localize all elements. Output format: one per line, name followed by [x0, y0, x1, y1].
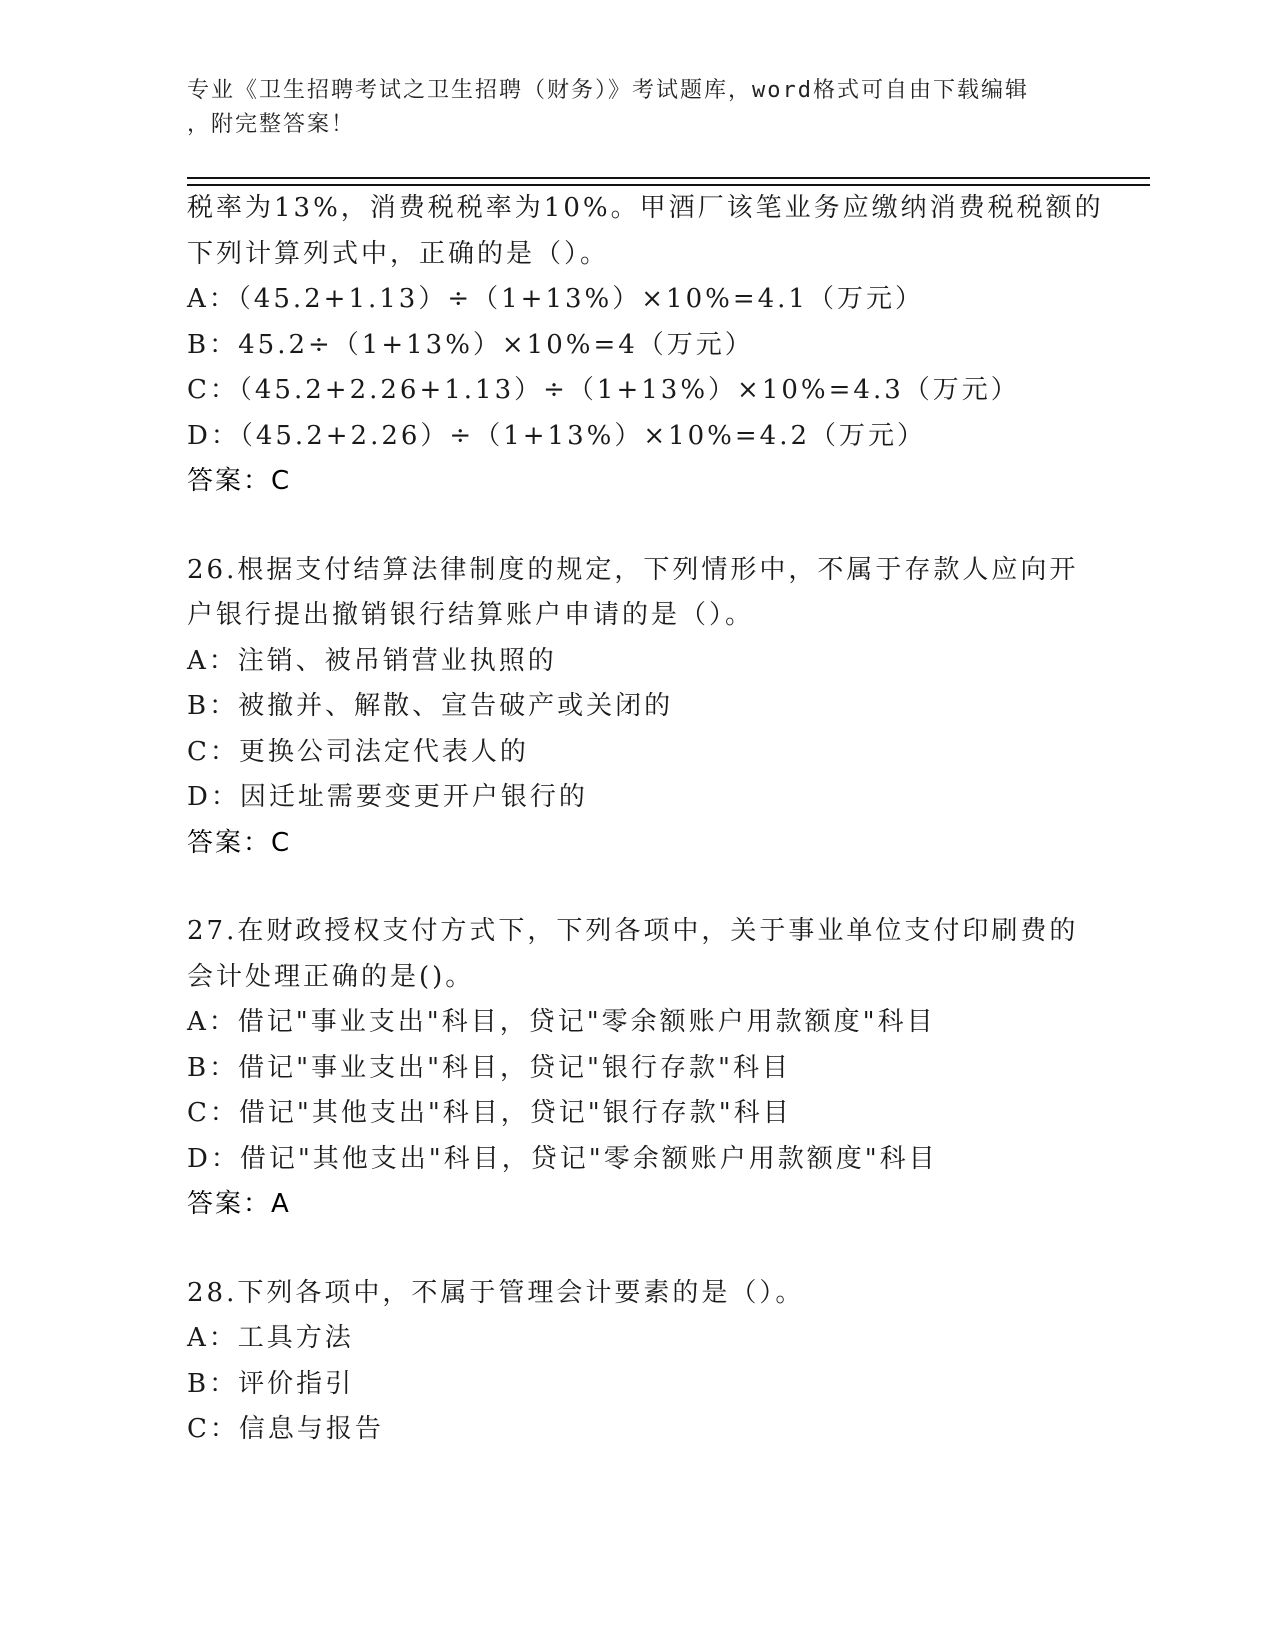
option-b: B：借记"事业支出"科目，贷记"银行存款"科目 — [187, 1052, 791, 1083]
question-stem-line: 税率为13%，消费税税率为10%。甲酒厂该笔业务应缴纳消费税税额的 — [187, 193, 1104, 223]
question-stem-line: 下列计算列式中，正确的是（）。 — [187, 238, 610, 269]
option-a: A：借记"事业支出"科目，贷记"零余额账户用款额度"科目 — [187, 1007, 936, 1037]
header-line-1: 专业《卫生招聘考试之卫生招聘（财务）》考试题库，word格式可自由下载编辑 — [187, 78, 1029, 103]
question-block-25 — [187, 186, 1104, 505]
answer-line: 答案：C — [187, 466, 292, 496]
option-c: C：更换公司法定代表人的 — [187, 736, 529, 767]
answer-line: 答案：C — [187, 827, 292, 858]
option-a: A：（45.2+1.13）÷（1+13%）×10%=4.1（万元） — [187, 284, 924, 314]
document-header — [187, 74, 1087, 142]
question-block-27 — [187, 909, 1087, 1228]
header-rule-top — [187, 177, 1150, 179]
question-block-28 — [187, 1271, 1087, 1453]
option-a: A：注销、被吊销营业执照的 — [187, 645, 557, 676]
option-b: B：45.2÷（1+13%）×10%=4（万元） — [187, 329, 754, 360]
question-stem-line: 会计处理正确的是()。 — [187, 961, 475, 992]
option-b: B：被撤并、解散、宣告破产或关闭的 — [187, 691, 674, 721]
question-stem-line: 户银行提出撤销银行结算账户申请的是（）。 — [187, 600, 755, 630]
question-stem-line: 28.下列各项中，不属于管理会计要素的是（）。 — [187, 1277, 805, 1308]
option-d: D：（45.2+2.26）÷（1+13%）×10%=4.2（万元） — [187, 420, 927, 451]
question-stem-line: 27.在财政授权支付方式下，下列各项中，关于事业单位支付印刷费的 — [187, 916, 1079, 946]
option-c: C：（45.2+2.26+1.13）÷（1+13%）×10%=4.3（万元） — [187, 375, 1020, 405]
option-c: C：信息与报告 — [187, 1414, 384, 1444]
option-b: B：评价指引 — [187, 1368, 355, 1399]
option-d: D：因迁址需要变更开户银行的 — [187, 782, 588, 812]
answer-line: 答案：A — [187, 1189, 291, 1219]
header-line-2: ，附完整答案！ — [187, 112, 356, 137]
question-list — [187, 186, 1104, 1453]
option-a: A：工具方法 — [187, 1323, 354, 1353]
question-block-26 — [187, 548, 1087, 867]
option-d: D：借记"其他支出"科目，贷记"零余额账户用款额度"科目 — [187, 1143, 938, 1174]
question-stem-line: 26.根据支付结算法律制度的规定，下列情形中，不属于存款人应向开 — [187, 554, 1079, 585]
option-c: C：借记"其他支出"科目，贷记"银行存款"科目 — [187, 1098, 792, 1128]
